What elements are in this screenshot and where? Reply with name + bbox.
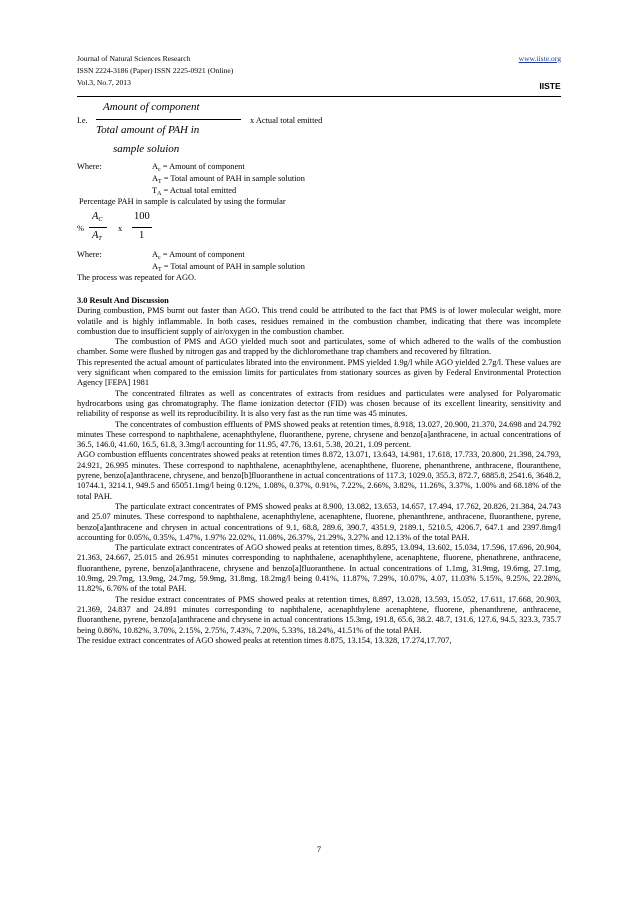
where1-line2: $A_T$ = Total amount of PAH in sample solution bbox=[152, 174, 305, 185]
journal-name: Journal of Natural Sciences Research bbox=[77, 54, 191, 63]
formula2-num2: 100 bbox=[134, 211, 150, 222]
formula2-fraction-bar bbox=[89, 227, 107, 228]
formula1-denominator: Total amount of PAH in bbox=[96, 124, 200, 136]
paragraph-10: The residue extract concentrates of AGO showed peaks at retention times 8.875, 13.154, 13.328, 17.274,17.707, bbox=[77, 635, 452, 645]
percent-sign: % bbox=[77, 224, 84, 233]
paragraph-5: The concentrates of combustion effluents of PMS showed peaks at retention times, 8.918, 13.027, 20.900, 21.370, 24.698 and 24.792 minutes These correspond to naphthalene, acenaphthylene, fluoranthene, pyrene, chrysene and benzo[a]anthracene, in actual concentrations of 36.5, 146.0, 41.60, 16.5, 61.8, 3.3mg/l accounting for 11.95, 47.76, 13.61, 5.38, 20.21, 1.09 percent. bbox=[77, 419, 561, 450]
issn-line: ISSN 2224-3186 (Paper) ISSN 2225-0921 (Online) bbox=[77, 66, 234, 75]
where2-label: Where: bbox=[77, 250, 102, 259]
page-number: 7 bbox=[316, 845, 322, 854]
paragraph-6: AGO combustion effluents concentrates showed peaks at retention times 8.872, 13.071, 13.643, 14.981, 17.618, 17.733, 20.800, 21.398, 24.793, 24.921, 26.995 minutes. These correspond to naphthalene, acenaphthylene, acenaphthene, fluorene, phenanthrene, anthracene, flouranthene, pyrene, benzo[a]anthracene, chrysene, and benzo[b]fluoranthene in actual concentrations of 117.3, 1029.0, 355.3, 872.7, 6885.8, 2541.6, 3648.2, 10744.1, 3214.1, 949.5 and 65051.1mg/l being 0.12%, 1.08%, 0.37%, 0.91%, 7.22%, 2.66%, 3.82%, 11.26%, 3.37%, 1.00% and 68.18% of the total PAH. bbox=[77, 450, 561, 501]
where1-line1: $A_c$ = Amount of component bbox=[152, 162, 245, 173]
where2-line2: $A_T$ = Total amount of PAH in sample solution bbox=[152, 262, 305, 273]
ie-label: I.e. bbox=[77, 116, 88, 125]
formula2-numerator: $A_C$ bbox=[92, 211, 103, 223]
logo-text: IISTE bbox=[539, 81, 561, 91]
paragraph-2: The combustion of PMS and AGO yielded much soot and particulates, some of which adhered to the walls of the combustion chamber. Some were flushed by nitrogen gas and trapped by the dichloromethane trap chambers and recovered by filtration. bbox=[77, 337, 561, 357]
results-section bbox=[77, 296, 561, 646]
paragraph-1: During combustion, PMS burnt out faster than AGO. This trend could be attributed to the fact that PMS is of lower molecular weight, more volatile and is highly inflammable. In both cases, residues remained in the combustion chamber, indicating that there was incomplete combustion due to insufficient supply of air/oxygen in the combustion chamber. bbox=[77, 306, 561, 336]
percent-intro: Percentage PAH in sample is calculated by using the formular bbox=[79, 197, 286, 206]
paragraph-4: The concentrated filtrates as well as concentrates of extracts from residues and particulates were analysed for Polyaromatic hydrocarbons using gas chromatography. The flame ionization detector (FID) was chosen because of its excellent linearity, sensitivity and reliability of response as well its reproducibility. It is also very fast as the run time was 45 minutes. bbox=[77, 388, 561, 419]
formula1-tail: x Actual total emitted bbox=[250, 116, 323, 125]
where1-line3: $T_A$ = Actual total emitted bbox=[152, 186, 237, 197]
header-rule bbox=[77, 96, 561, 97]
formula1-numerator: Amount of component bbox=[103, 101, 200, 113]
journal-url-link[interactable]: www.iiste.org bbox=[518, 54, 561, 63]
paragraph-7: The particulate extract concentrates of PMS showed peaks at 8.900, 13.082, 13.653, 14.657, 17.494, 17.762, 20.826, 21.384, 24.743 and 25.07 minutes. These correspond to naphthalene, acenaphthylene, acenaphtene, fluorene, phenanthrene, anthracene, fluoranthene, pyrene, benzo[a]anthracene and chrysen in actual concentrations of 9.1, 68.8, 289.6, 390.7, 4351.9, 2189.1, 5210.5, 4206.7, 647.1 and 2397.8mg/l accounting for 0.05%, 0.35%, 1.47%, 1.97% 22.02%, 11.08%, 26.37%, 21.29%, 3.27% and 12.13% of the total PAH. bbox=[77, 501, 561, 542]
formula2-denominator: $A_T$ bbox=[92, 230, 102, 242]
volume-line: Vol.3, No.7, 2013 bbox=[77, 78, 131, 87]
formula2-den2: 1 bbox=[139, 230, 145, 241]
paragraph-3: This represented the actual amount of particulates librated into the environment. PMS yielded 1.9g/l while AGO yielded 2.7g/l. These values are very significant when compared to the emission limits for particulates from stationary sources as given by Federal Environmental Protection Agency [FEPA] 1981 bbox=[77, 357, 561, 388]
where1-label: Where: bbox=[77, 162, 102, 171]
iiste-logo bbox=[539, 78, 561, 92]
paragraph-9: The residue extract concentrates of PMS showed peaks at retention times, 8.897, 13.028, 13.593, 15.052, 17.611, 17.668, 20.903, 21.369, 24.837 and 24.891 minutes corresponding to naphthalene, acenaphthylene acenaphtene, fluorene, phenanthrene, anthracene, fluoranthene, pyrene, benzo[a]anthracene and chrysene in actual concentrations 15.3mg, 191.8, 65.6, 38.2. 48.7, 131.6, 127.6, 94.5, 323.3, 735.7 being 0.86%, 10.82%, 3.70%, 2.15%, 2.75%, 7.43%, 7.20%, 5.33%, 18.24%, 41.51% of the total PAH. bbox=[77, 594, 561, 635]
where2-line1: $A_c$ = Amount of component bbox=[152, 250, 245, 261]
formula2-fraction-bar-2 bbox=[132, 227, 152, 228]
formula2-times: x bbox=[118, 224, 123, 233]
formula1-fraction-bar bbox=[96, 119, 241, 120]
section-heading: 3.0 Result And Discussion bbox=[77, 296, 169, 305]
formula1-denominator-cont: sample soluion bbox=[113, 143, 180, 155]
paragraph-8: The particulate extract concentrates of AGO showed peaks at retention times, 8.895, 13.094, 13.602, 15.034, 17.596, 17.696, 20.904, 21.363, 24.667, 25.015 and 26.951 minutes corresponding to naphthalene, acenaphthylene, acenaphtene, fluorene, phenathrene, anthracene, fluoranthene, pyrene, benzo[a]anthracene, chrysene and benzo[a]fluoranthene. In actual concentrations of 1.1mg, 31.9mg, 19.6mg, 27.1mg, 10.9mg, 29.7mg, 13.9mg, 24.7mg, 59.9mg, 31.8mg, 18.2mg/l being 0.41%, 11.87%, 7.29%, 10.07%, 4.07, 11.03% 5.15%, 9.25%, 22.28%, 11.82%, 6.76% of the total PAH. bbox=[77, 543, 561, 594]
repeat-line: The process was repeated for AGO. bbox=[77, 273, 197, 282]
